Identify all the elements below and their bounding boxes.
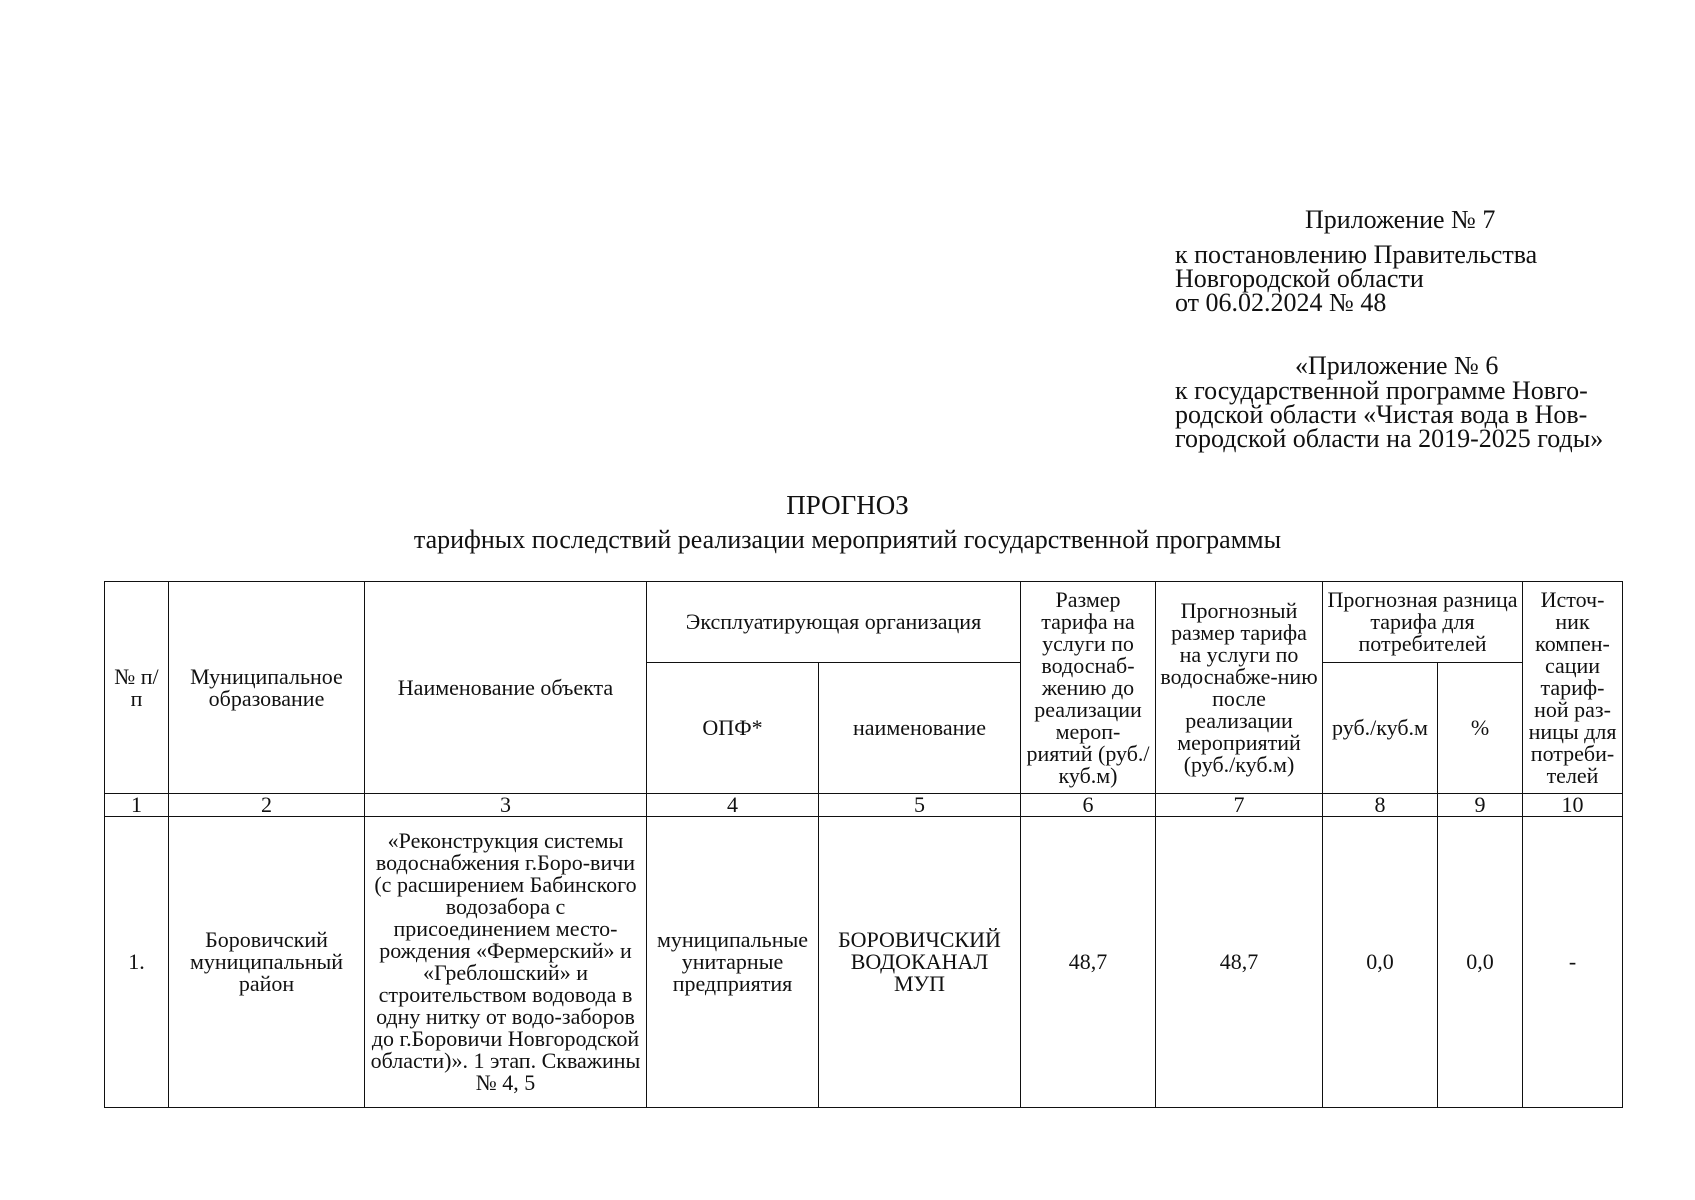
column-number: 1 <box>105 794 169 817</box>
appendix7-line: от 06.02.2024 № 48 <box>1175 288 1387 317</box>
cell-municipality: Боровичский муниципальный район <box>169 817 365 1108</box>
cell-source: - <box>1523 817 1623 1108</box>
header-opf: ОПФ* <box>647 663 819 794</box>
cell-tariff-before: 48,7 <box>1021 817 1156 1108</box>
cell-diff-percent: 0,0 <box>1438 817 1523 1108</box>
header-source: Источ-ник компен-сации тариф-ной раз-ницы для потреби-телей <box>1523 582 1623 794</box>
cell-num: 1. <box>105 817 169 1108</box>
appendix6-title: «Приложение № 6 <box>1295 351 1499 380</box>
table-row <box>105 817 1623 1108</box>
column-number: 4 <box>647 794 819 817</box>
header-operator: Эксплуатирующая организация <box>647 582 1021 663</box>
cell-opf: муниципальные унитарные предприятия <box>647 817 819 1108</box>
column-number: 2 <box>169 794 365 817</box>
appendix6-line: родской области «Чистая вода в Нов- <box>1175 400 1588 429</box>
header-num: № п/п <box>105 582 169 794</box>
cell-name: БОРОВИЧСКИЙ ВОДОКАНАЛ МУП <box>819 817 1021 1108</box>
column-number: 8 <box>1323 794 1438 817</box>
document-subtitle: тарифных последствий реализации мероприятий государственной программы <box>413 525 1282 554</box>
cell-tariff-after: 48,7 <box>1156 817 1323 1108</box>
appendix7-title: Приложение № 7 <box>1305 205 1496 234</box>
appendix-header <box>1175 205 1645 451</box>
column-number: 3 <box>365 794 647 817</box>
cell-object: «Реконструкция системы водоснабжения г.Боро-вичи (с расширением Бабинского водозабора с присоединением место-рождения «Фермерский» и «Греблошский» и строительством водовода в одну нитку от водо-заборов до г.Боровичи Новгородской области)». 1 этап. Скважины № 4, 5 <box>365 817 647 1108</box>
header-municipality: Муниципальное образование <box>169 582 365 794</box>
column-number: 6 <box>1021 794 1156 817</box>
header-name: наименование <box>819 663 1021 794</box>
column-number: 7 <box>1156 794 1323 817</box>
header-object: Наименование объекта <box>365 582 647 794</box>
header-percent: % <box>1438 663 1523 794</box>
header-difference: Прогнозная разница тарифа для потребителей <box>1323 582 1523 663</box>
forecast-table <box>104 581 1623 1108</box>
cell-diff-rub: 0,0 <box>1323 817 1438 1108</box>
appendix6-line: городской области на 2019-2025 годы» <box>1175 424 1604 453</box>
appendix6-line: к государственной программе Новго- <box>1175 376 1588 405</box>
appendix7-line: к постановлению Правительства <box>1175 240 1538 269</box>
header-rub: руб./куб.м <box>1323 663 1438 794</box>
column-number: 10 <box>1523 794 1623 817</box>
document-title: ПРОГНОЗ <box>786 490 909 520</box>
header-tariff-before: Размер тарифа на услуги по водоснаб-жению до реализации мероп-риятий (руб./куб.м) <box>1021 582 1156 794</box>
header-tariff-after: Прогнозный размер тарифа на услуги по водоснабже-нию после реализации мероприятий (руб./куб.м) <box>1156 582 1323 794</box>
column-number: 5 <box>819 794 1021 817</box>
appendix7-line: Новгородской области <box>1175 264 1424 293</box>
column-number: 9 <box>1438 794 1523 817</box>
